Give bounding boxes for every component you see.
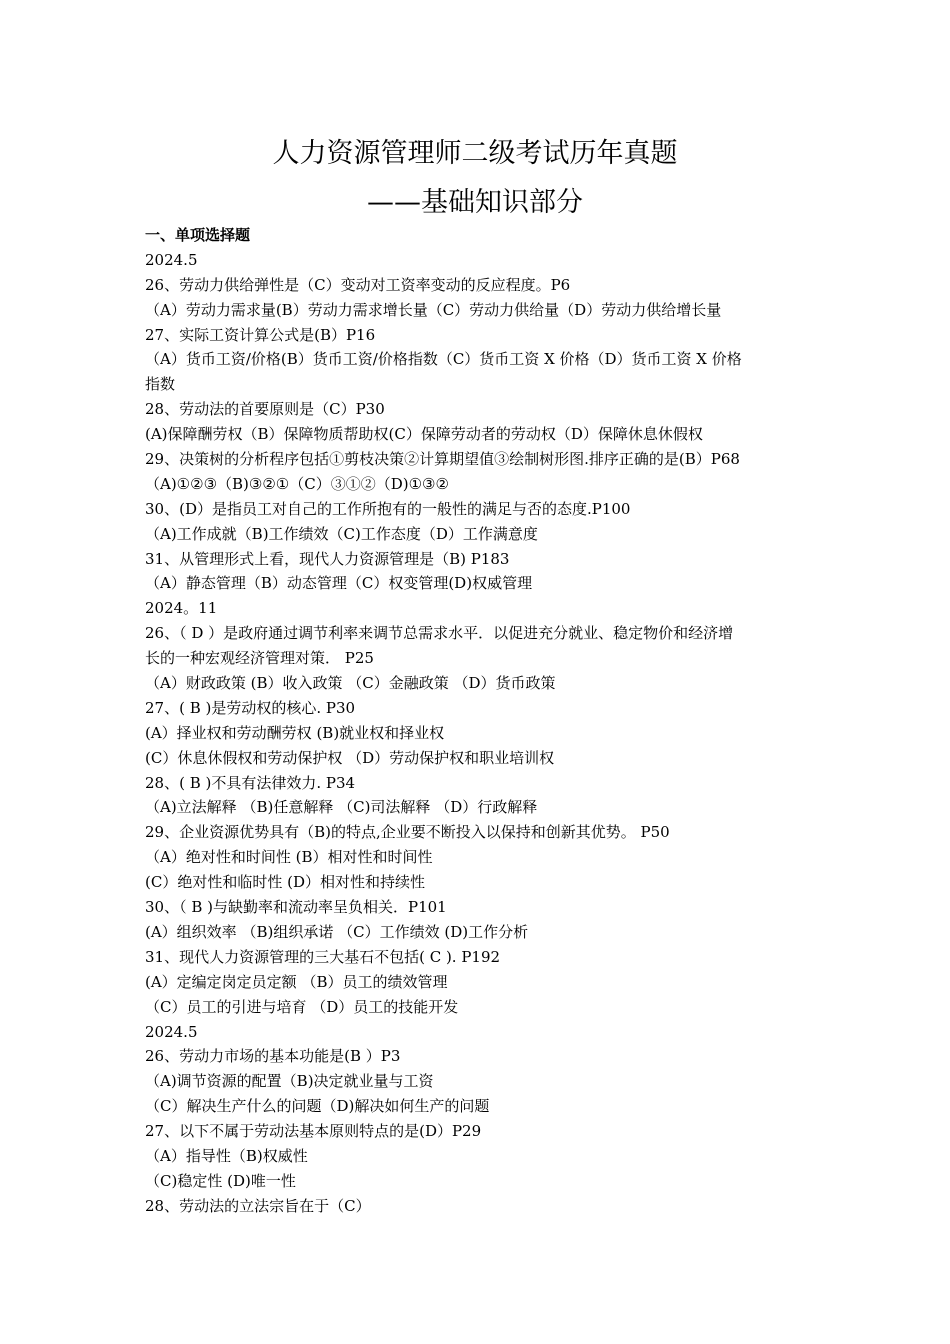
text-line: 2024.5 [145,250,198,269]
text-line: 2024.5 [145,1022,198,1041]
text-line: （A)工作成就（B)工作绩效（C)工作态度（D）工作满意度 [145,524,538,543]
text-line: （A）指导性（B)权威性 [145,1146,308,1165]
text-line: (A）组织效率 （B)组织承诺 （C）工作绩效 (D)工作分析 [145,922,529,941]
section-heading: 一、单项选择题 [145,226,251,244]
text-line: 28、( B )不具有法律效力. P34 [145,773,356,792]
text-line: 26、劳动力市场的基本功能是(B ）P3 [145,1047,401,1066]
document-subtitle: ——基础知识部分 [367,187,583,218]
text-line: （A）货币工资/价格(B）货币工资/价格指数（C）货币工资 X 价格（D）货币工资 X 价格 [145,350,742,369]
text-line: 31、现代人力资源管理的三大基石不包括( C ). P192 [145,947,501,966]
text-line: (C）休息休假权和劳动保护权 （D）劳动保护权和职业培训权 [145,748,555,767]
text-line: 27、实际工资计算公式是(B）P16 [145,325,376,344]
text-line: 指数 [145,375,176,394]
text-line: （A)调节资源的配置（B)决定就业量与工资 [145,1072,434,1091]
text-line: （C)稳定性 (D)唯一性 [145,1171,296,1190]
text-line: (A）定编定岗定员定额 （B）员工的绩效管理 [145,972,448,991]
text-line: 28、劳动法的首要原则是（C）P30 [145,400,385,419]
text-line: （A)立法解释 （B)任意解释 （C)司法解释 （D）行政解释 [145,798,538,817]
text-line: （A）绝对性和时间性 (B）相对性和时间性 [145,848,433,867]
text-line: （A）静态管理（B）动态管理（C）权变管理(D)权威管理 [145,574,533,593]
document-title: 人力资源管理师二级考试历年真题 [272,138,678,169]
text-line: (C）绝对性和临时性 (D）相对性和持续性 [145,873,425,892]
text-line: （A）劳动力需求量(B）劳动力需求增长量（C）劳动力供给量（D）劳动力供给增长量 [145,300,722,319]
text-line: (A)保障酬劳权（B）保障物质帮助权(C）保障劳动者的劳动权（D）保障休息休假权 [145,425,703,444]
text-line: (A）择业权和劳动酬劳权 (B)就业权和择业权 [145,723,445,742]
text-line: （C）解决生产什么的问题（D)解决如何生产的问题 [145,1097,490,1116]
text-line: 29、企业资源优势具有（B)的特点,企业要不断投入以保持和创新其优势。 P50 [145,823,670,842]
text-line: 29、决策树的分析程序包括①剪枝决策②计算期望值③绘制树形图.排序正确的是(B）P68 [145,450,740,469]
text-line: 30、（ B )与缺勤率和流动率呈负相关．P101 [145,898,447,917]
text-line: 31、从管理形式上看，现代人力资源管理是（B) P183 [145,549,510,568]
text-line: 长的一种宏观经济管理对策． P25 [145,649,374,668]
text-line: （A）财政政策 (B）收入政策 （C）金融政策 （D）货币政策 [145,674,556,693]
text-line: 26、劳动力供给弹性是（C）变动对工资率变动的反应程度。P6 [145,275,571,294]
text-line: 28、劳动法的立法宗旨在于（C） [145,1196,371,1215]
question-lines [145,248,815,1219]
text-line: 30、(D）是指员工对自己的工作所抱有的一般性的满足与否的态度.P100 [145,499,631,518]
document-body [145,223,815,1219]
text-line: 27、以下不属于劳动法基本原则特点的是(D）P29 [145,1122,482,1141]
text-line: 2024。11 [145,599,218,618]
text-line: 26、（ D ）是政府通过调节利率来调节总需求水平．以促进充分就业、稳定物价和经济增 [145,624,734,643]
text-line: 27、( B )是劳动权的核心. P30 [145,698,356,717]
text-line: （C）员工的引进与培育 （D）员工的技能开发 [145,997,459,1016]
text-line: （A)①②③（B)③②①（C）③①②（D)①③② [145,474,449,493]
